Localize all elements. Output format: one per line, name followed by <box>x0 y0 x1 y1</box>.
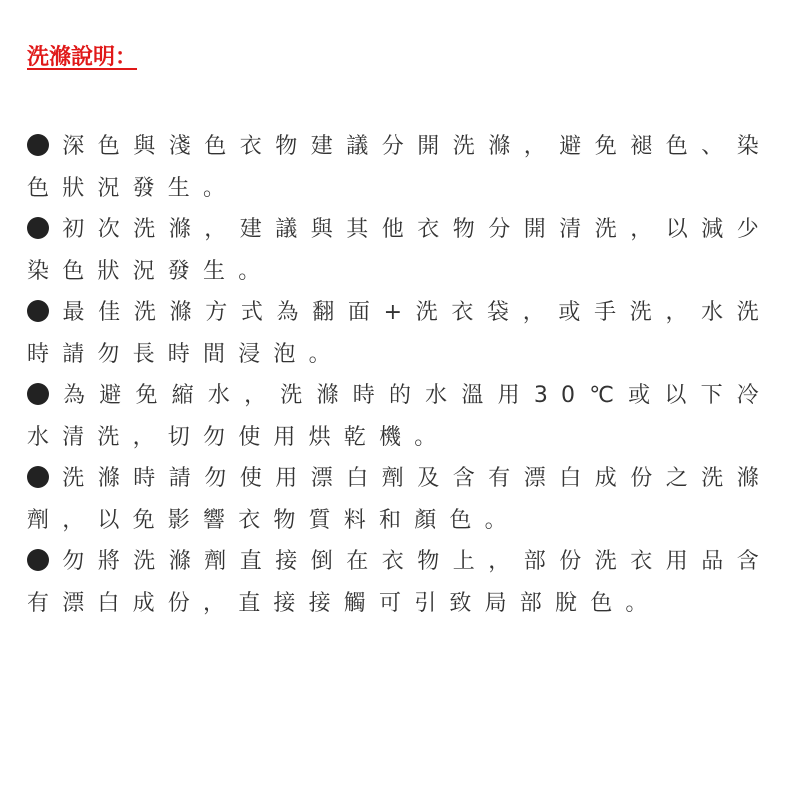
instruction-item <box>27 126 772 209</box>
bullet-icon <box>27 466 49 488</box>
instruction-text: 深色與淺色衣物建議分開洗滌，避免褪色、染色狀況發生。 <box>27 134 772 201</box>
instruction-item <box>27 375 772 458</box>
bullet-icon <box>27 549 49 571</box>
washing-instructions-list <box>27 126 772 624</box>
instruction-text: 勿將洗滌劑直接倒在衣物上，部份洗衣用品含有漂白成份，直接接觸可引致局部脫色。 <box>27 549 772 616</box>
bullet-icon <box>27 383 49 405</box>
instruction-text: 為避免縮水，洗滌時的水溫用30℃或以下冷水清洗，切勿使用烘乾機。 <box>27 383 772 450</box>
instruction-text: 最佳洗滌方式為翻面+洗衣袋，或手洗，水洗時請勿長時間浸泡。 <box>27 300 772 367</box>
instruction-item <box>27 458 772 541</box>
instruction-item <box>27 292 772 375</box>
bullet-icon <box>27 134 49 156</box>
instruction-item <box>27 541 772 624</box>
instruction-text: 初次洗滌，建議與其他衣物分開清洗，以減少染色狀況發生。 <box>27 217 772 284</box>
instruction-item <box>27 209 772 292</box>
bullet-icon <box>27 300 49 322</box>
instruction-text: 洗滌時請勿使用漂白劑及含有漂白成份之洗滌劑，以免影響衣物質料和顏色。 <box>27 466 772 533</box>
washing-instructions-heading: 洗滌說明： <box>27 44 138 70</box>
bullet-icon <box>27 217 49 239</box>
